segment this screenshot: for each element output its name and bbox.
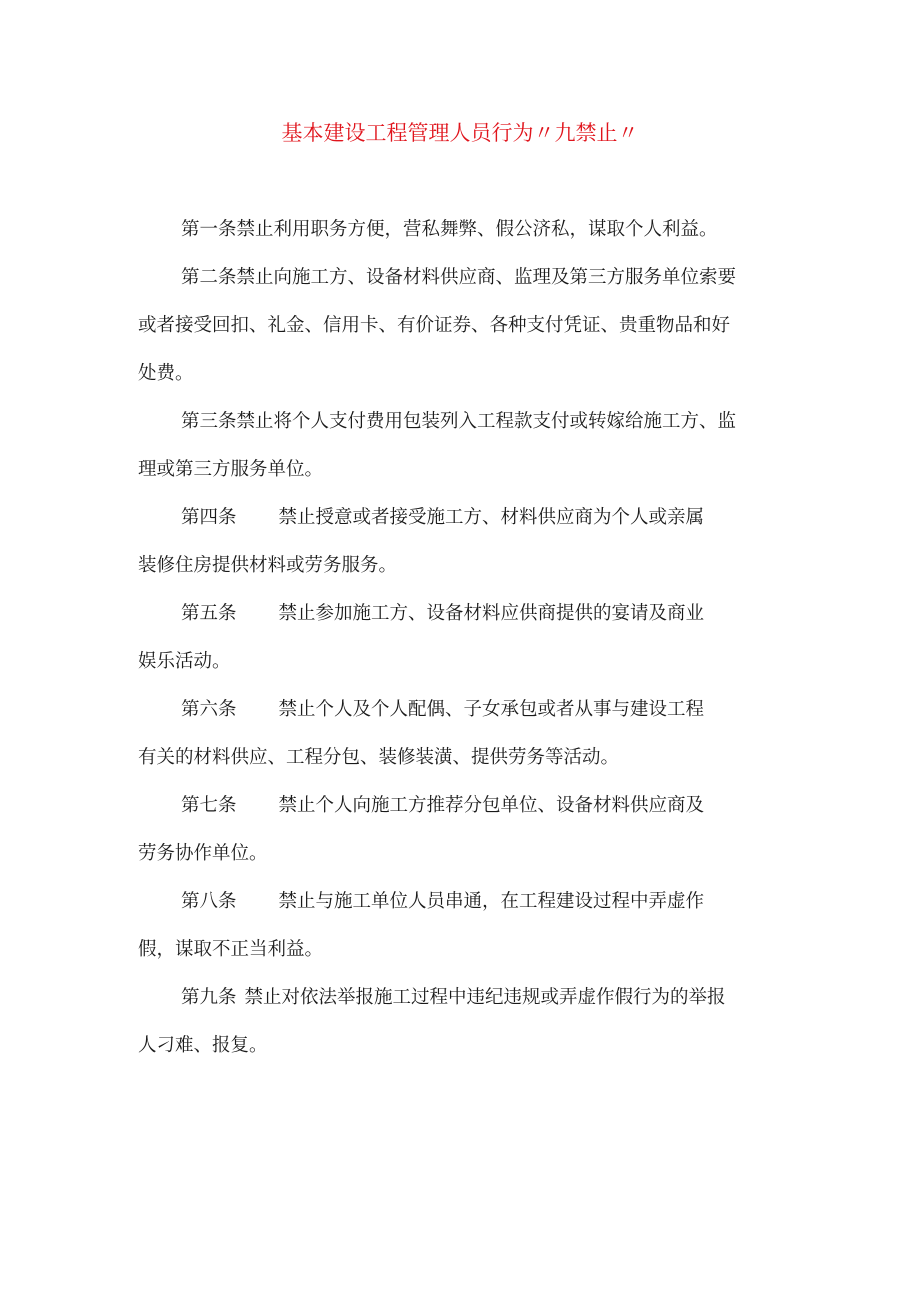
document-title: 基本建设工程管理人员行为〃九禁止〃	[281, 121, 639, 145]
article-label: 第九条	[181, 987, 237, 1008]
article-continuation-line: 理或第三方服务单位。	[138, 459, 324, 480]
article-1	[138, 206, 788, 254]
article-text: 禁止与施工单位人员串通，在工程建设过程中弄虚作	[278, 891, 705, 912]
article-label: 第七条	[181, 795, 237, 816]
article-line	[138, 494, 788, 542]
article-text: 禁止将个人支付费用包装列入工程款支付或转嫁给施工方、监	[236, 411, 737, 432]
article-text: 禁止对依法举报施工过程中违纪违规或弄虚作假行为的举报	[244, 987, 726, 1008]
article-text: 禁止个人及个人配偶、子女承包或者从事与建设工程	[278, 699, 705, 720]
article-continuation-line: 处费。	[138, 363, 194, 384]
article-5	[138, 590, 788, 686]
article-text: 禁止向施工方、设备材料供应商、监理及第三方服务单位索要	[236, 267, 737, 288]
article-continuation-line: 有关的材料供应、工程分包、装修装潢、提供劳务等活动。	[138, 747, 620, 768]
article-text: 禁止个人向施工方推荐分包单位、设备材料供应商及	[278, 795, 705, 816]
article-line	[138, 254, 788, 302]
article-continuation-line: 假，谋取不正当利益。	[138, 939, 324, 960]
article-continuation-line: 娱乐活动。	[138, 651, 231, 672]
article-9	[138, 974, 788, 1070]
article-list	[138, 206, 788, 1070]
article-label: 第三条	[181, 411, 237, 432]
article-line	[138, 686, 788, 734]
article-8	[138, 878, 788, 974]
article-2	[138, 254, 788, 398]
article-line	[138, 878, 788, 926]
article-4	[138, 494, 788, 590]
article-3	[138, 398, 788, 494]
article-7	[138, 782, 788, 878]
article-text: 禁止参加施工方、设备材料应供商提供的宴请及商业	[278, 603, 705, 624]
article-label: 第五条	[181, 603, 237, 624]
article-6	[138, 686, 788, 782]
article-label: 第二条	[181, 267, 237, 288]
article-text: 禁止授意或者接受施工方、材料供应商为个人或亲属	[278, 507, 705, 528]
article-line	[138, 974, 788, 1022]
article-continuation-line: 劳务协作单位。	[138, 843, 268, 864]
article-line	[138, 782, 788, 830]
article-label: 第四条	[181, 507, 237, 528]
article-line	[138, 398, 788, 446]
article-continuation-line: 或者接受回扣、礼金、信用卡、有价证券、各种支付凭证、贵重物品和好	[138, 315, 731, 336]
article-line	[138, 206, 788, 254]
article-label: 第八条	[181, 891, 237, 912]
article-label: 第一条	[181, 219, 237, 240]
article-line	[138, 590, 788, 638]
article-continuation-line: 人刁难、报复。	[138, 1035, 268, 1056]
article-continuation-line: 装修住房提供材料或劳务服务。	[138, 555, 398, 576]
article-text: 禁止利用职务方便，营私舞弊、假公济私，谋取个人利益。	[236, 219, 718, 240]
article-label: 第六条	[181, 699, 237, 720]
